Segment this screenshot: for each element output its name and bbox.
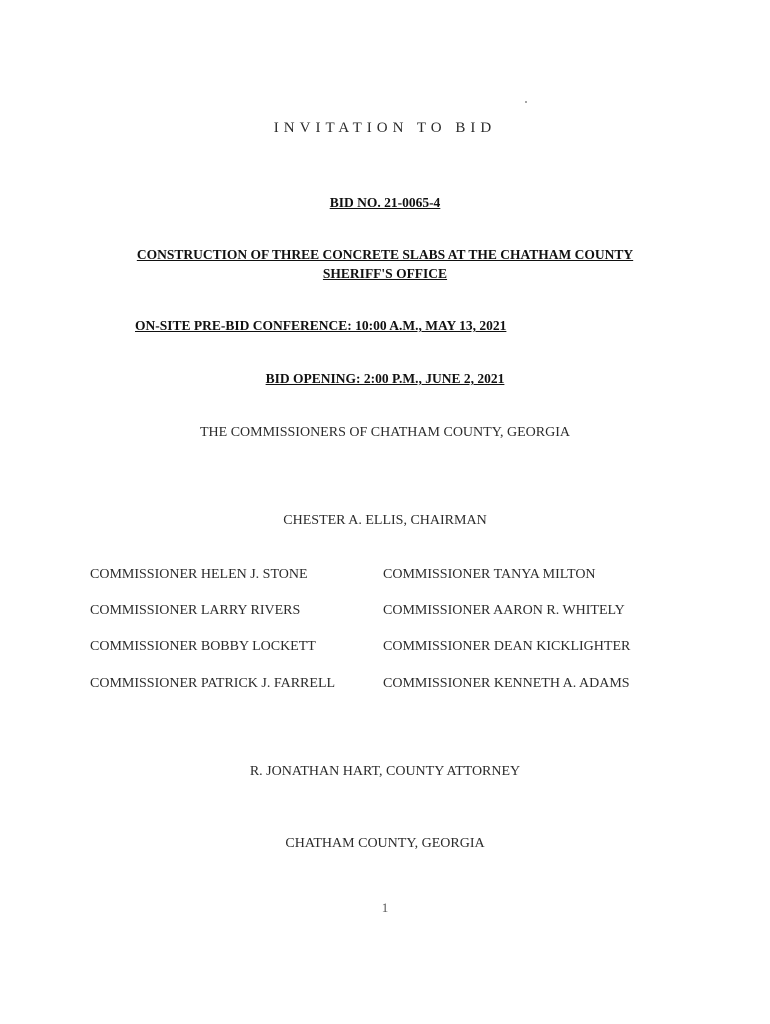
commissioner-right-3: COMMISSIONER DEAN KICKLIGHTER	[383, 639, 631, 654]
county-name: CHATHAM COUNTY, GEORGIA	[285, 836, 485, 851]
chairman: CHESTER A. ELLIS, CHAIRMAN	[283, 513, 487, 528]
document-title: INVITATION TO BID	[273, 120, 497, 136]
project-title-line-1: CONSTRUCTION OF THREE CONCRETE SLABS AT THE CHATHAM COUNTY	[136, 247, 634, 262]
county-attorney: R. JONATHAN HART, COUNTY ATTORNEY	[249, 764, 521, 779]
commissioners-heading: THE COMMISSIONERS OF CHATHAM COUNTY, GEORGIA	[200, 425, 570, 440]
commissioner-left-2: COMMISSIONER LARRY RIVERS	[90, 603, 301, 618]
commissioner-right-2: COMMISSIONER AARON R. WHITELY	[383, 603, 625, 618]
bid-number: BID NO. 21-0065-4	[329, 195, 441, 210]
prebid-conference: ON-SITE PRE-BID CONFERENCE: 10:00 A.M., MAY 13, 2021	[135, 318, 507, 333]
commissioner-left-1: COMMISSIONER HELEN J. STONE	[90, 567, 308, 582]
commissioner-right-1: COMMISSIONER TANYA MILTON	[383, 567, 596, 582]
commissioner-left-4: COMMISSIONER PATRICK J. FARRELL	[90, 676, 336, 691]
scan-speck	[525, 101, 527, 103]
bid-opening: BID OPENING: 2:00 P.M., JUNE 2, 2021	[265, 371, 505, 386]
commissioner-left-3: COMMISSIONER BOBBY LOCKETT	[90, 639, 316, 654]
page-number: 1	[381, 900, 389, 915]
project-title-line-2: SHERIFF'S OFFICE	[322, 266, 448, 281]
commissioner-right-4: COMMISSIONER KENNETH A. ADAMS	[383, 676, 630, 691]
